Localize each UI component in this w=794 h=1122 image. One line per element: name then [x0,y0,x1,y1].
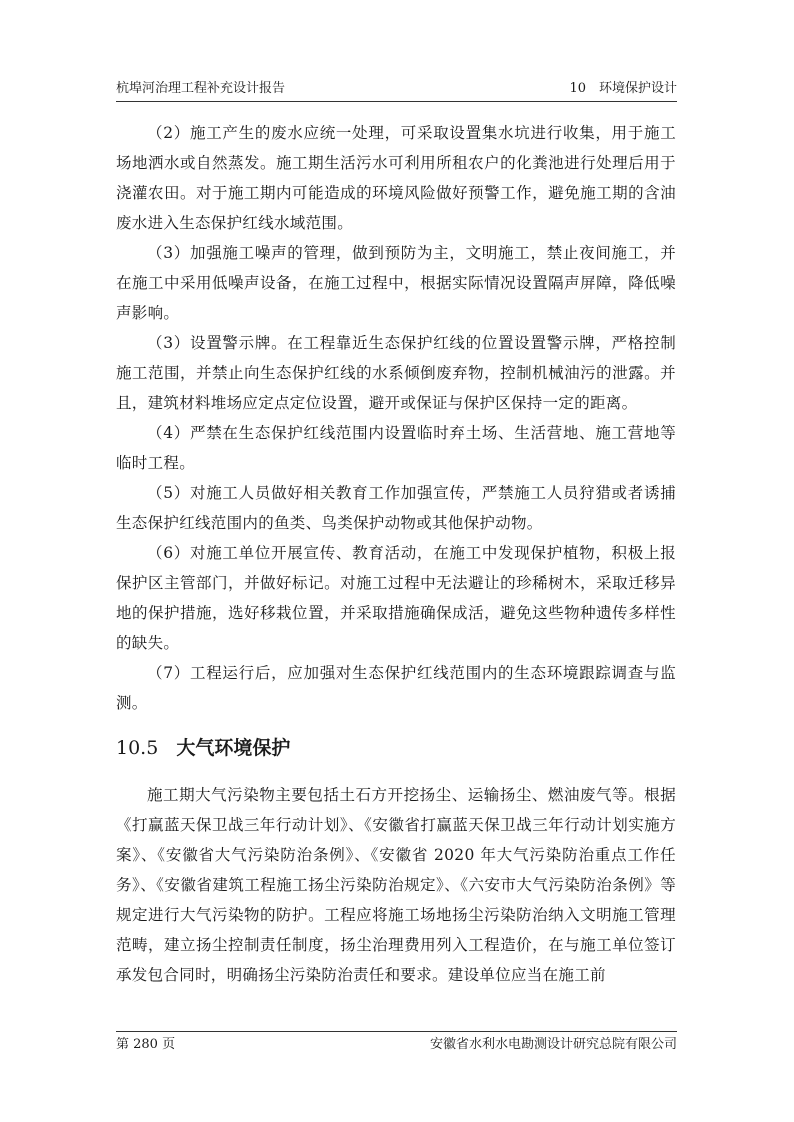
section-number: 10.5 [116,737,159,759]
page-body [116,118,676,990]
page-footer [116,1031,677,1054]
paragraph: （4）严禁在生态保护红线范围内设置临时弃土场、生活营地、施工营地等临时工程。 [116,424,676,472]
paragraph: （7）工程运行后，应加强对生态保护红线范围内的生态环境跟踪调查与监测。 [116,664,676,712]
paragraph: （3）加强施工噪声的管理，做到预防为主，文明施工，禁止夜间施工，并在施工中采用低噪声设备，在施工过程中，根据实际情况设置隔声屏障，降低噪声影响。 [116,244,676,322]
paragraph: 施工期大气污染物主要包括土石方开挖扬尘、运输扬尘、燃油废气等。根据《打赢蓝天保卫战三年行动计划》、《安徽省打赢蓝天保卫战三年行动计划实施方案》、《安徽省大气污染防治条例》、《安徽省 2020 年大气污染防治重点工作任务》、《安徽省建筑工程施工扬尘污染防治规定》、《六安市大气污染防治条例》等规定进行大气污染物的防护。工程应将施工场地扬尘污染防治纳入文明施工管理范畴，建立扬尘控制责任制度，扬尘治理费用列入工程造价，在与施工单位签订承发包合同时，明确扬尘污染防治责任和要求。建设单位应当在施工前 [116,786,676,984]
header-chapter-title: 10 环境保护设计 [569,81,677,96]
paragraph: （3）设置警示牌。在工程靠近生态保护红线的位置设置警示牌，严格控制施工范围，并禁止向生态保护红线的水系倾倒废弃物，控制机械油污的泄露。并且，建筑材料堆场应定点定位设置，避开或保证与保护区保持一定的距离。 [116,334,676,412]
paragraph: （5）对施工人员做好相关教育工作加强宣传，严禁施工人员狩猎或者诱捕生态保护红线范围内的鱼类、鸟类保护动物或其他保护动物。 [116,484,676,532]
section-title: 大气环境保护 [176,737,291,759]
paragraph: （6）对施工单位开展宣传、教育活动，在施工中发现保护植物，积极上报保护区主管部门，并做好标记。对施工过程中无法避让的珍稀树木，采取迁移异地的保护措施，选好移栽位置，并采取措施确保成活，避免这些物种遗传多样性的缺失。 [116,544,676,652]
footer-organization: 安徽省水利水电勘测设计研究总院有限公司 [429,1037,677,1052]
page-header [116,79,677,102]
header-report-title: 杭埠河治理工程补充设计报告 [116,81,286,96]
paragraph: （2）施工产生的废水应统一处理，可采取设置集水坑进行收集，用于施工场地洒水或自然蒸发。施工期生活污水可利用所租农户的化粪池进行处理后用于浇灌农田。对于施工期内可能造成的环境风险做好预警工作，避免施工期的含油废水进入生态保护红线水域范围。 [116,124,676,232]
page-number: 第 280 页 [116,1037,176,1052]
section-heading [116,732,676,764]
